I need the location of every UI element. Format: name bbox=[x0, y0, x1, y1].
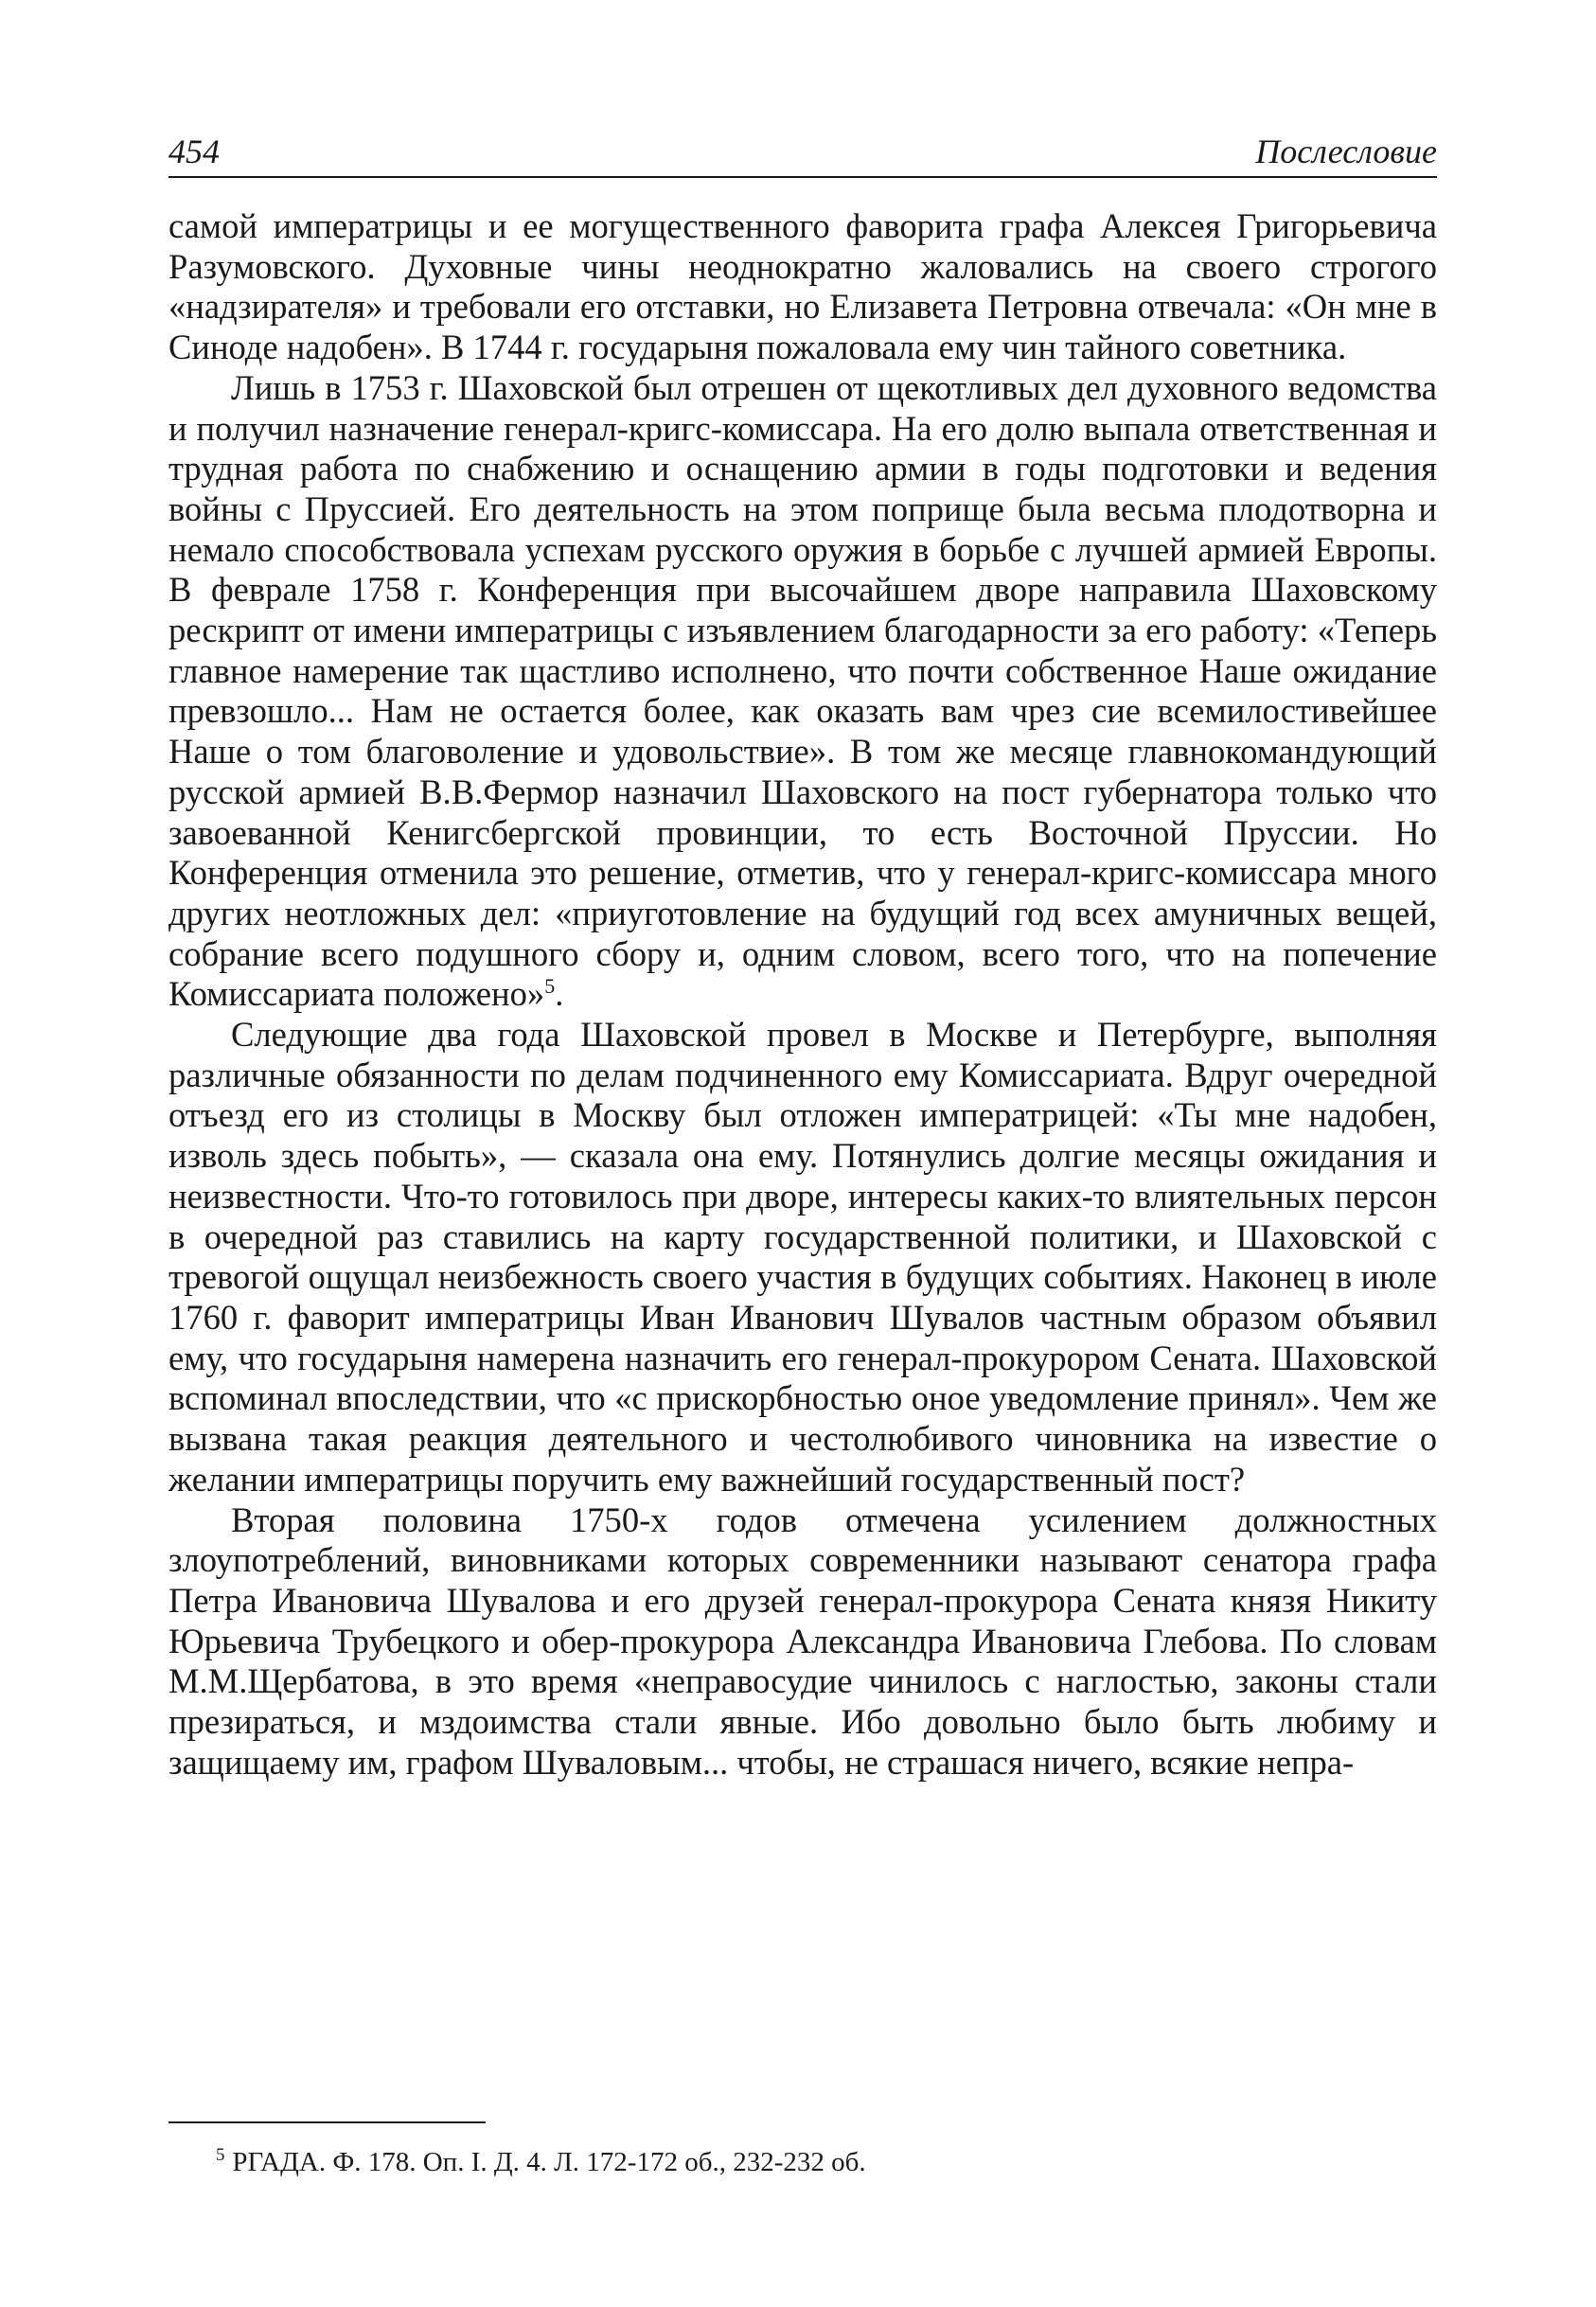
footnote bbox=[216, 2145, 866, 2179]
footnote-text: РГАДА. Ф. 178. Оп. I. Д. 4. Л. 172-172 об., 232-232 об. bbox=[232, 2147, 866, 2177]
running-head bbox=[168, 127, 1437, 178]
paragraph-3-text: Следующие два года Шаховской провел в Москве и Петербурге, выполняя различные обязанности по делам подчиненного ему Комиссариата. Вдруг очередной отъезд его из столицы в Москву был отложен императрицей: «Ты мне надобен, изволь здесь побыть», — сказала она ему. Потянулись долгие месяцы ожидания и неизвестности. Что-то готовилось при дворе, интересы каких-то влиятельных персон в очередной раз ставились на карту государственной политики, и Шаховской с тревогой ощущал неизбежность своего участия в будущих событиях. Наконец в июле 1760 г. фаворит императрицы Иван Иванович Шувалов частным образом объявил ему, что государыня намерена назначить его генерал-прокурором Сената. Шаховской вспоминал впоследствии, что «с прискорбностью оное уведомление принял». Чем же вызвана такая реакция деятельного и честолюбивого чиновника на известие о желании императрицы поручить ему важнейший государственный пост? bbox=[168, 1015, 1437, 1499]
paragraph-4-text: Вторая половина 1750-х годов отмечена усилением должностных злоупотреблений, виновниками которых современники называют сенатора графа Петра Ивановича Шувалова и его друзей генерал-прокурора Сената князя Никиту Юрьевича Трубецкого и обер-прокурора Александра Ивановича Глебова. По словам М.М.Щербатова, в это время «неправосудие чинилось с наглостью, законы стали презираться, и мздоимства стали явные. Ибо довольно было быть любиму и защищаему им, графом Шуваловым... чтобы, не страшася ничего, всякие непра- bbox=[168, 1500, 1437, 1782]
section-title: Послесловие bbox=[1255, 133, 1437, 170]
paragraph-3 bbox=[168, 1015, 1437, 1500]
body-text bbox=[168, 206, 1437, 1783]
paragraph-2-tail: . bbox=[555, 974, 564, 1014]
footnote-reference: 5 bbox=[544, 974, 556, 999]
paragraph-1-text: самой императрицы и ее могущественного фаворита графа Алексея Григорьевича Разумовского. Духовные чины неоднократно жаловались на своего строгого «надзирателя» и требовали его отставки, но Елизавета Петровна отвечала: «Он мне в Синоде надобен». В 1744 г. государыня пожаловала ему чин тайного советника. bbox=[168, 206, 1437, 367]
page-number: 454 bbox=[168, 133, 220, 170]
paragraph-2-text: Лишь в 1753 г. Шаховской был отрешен от щекотливых дел духовного ведомства и получил назначение генерал-кригс-комиссара. На его долю выпала ответственная и трудная работа по снабжению и оснащению армии в годы подготовки и ведения войны с Пруссией. Его деятельность на этом поприще была весьма плодотворна и немало способствовала успехам русского оружия в борьбе с лучшей армией Европы. В феврале 1758 г. Конференция при высочайшем дворе направила Шаховскому рескрипт от имени императрицы с изъявлением благодарности за его работу: «Теперь главное намерение так щастливо исполнено, что почти собственное Наше ожидание превзошло... Нам не остается более, как оказать вам чрез сие всемилостивейшее Наше о том благоволение и удовольствие». В том же месяце главнокомандующий русской армией В.В.Фермор назначил Шаховского на пост губернатора только что завоеванной Кенигсбергской провинции, то есть Восточной Пруссии. Но Конференция отменила это решение, отметив, что у генерал-кригс-комиссара много других неотложных дел: «приуготовление на будущий год всех амуничных вещей, собрание всего подушного сбору и, одним словом, всего того, что на попечение Комиссариата положено» bbox=[168, 367, 1437, 1014]
paragraph-2 bbox=[168, 368, 1437, 1015]
paragraph-4 bbox=[168, 1500, 1437, 1783]
footnote-divider bbox=[168, 2121, 486, 2123]
paragraph-1 bbox=[168, 206, 1437, 368]
footnote-mark: 5 bbox=[216, 2145, 225, 2166]
